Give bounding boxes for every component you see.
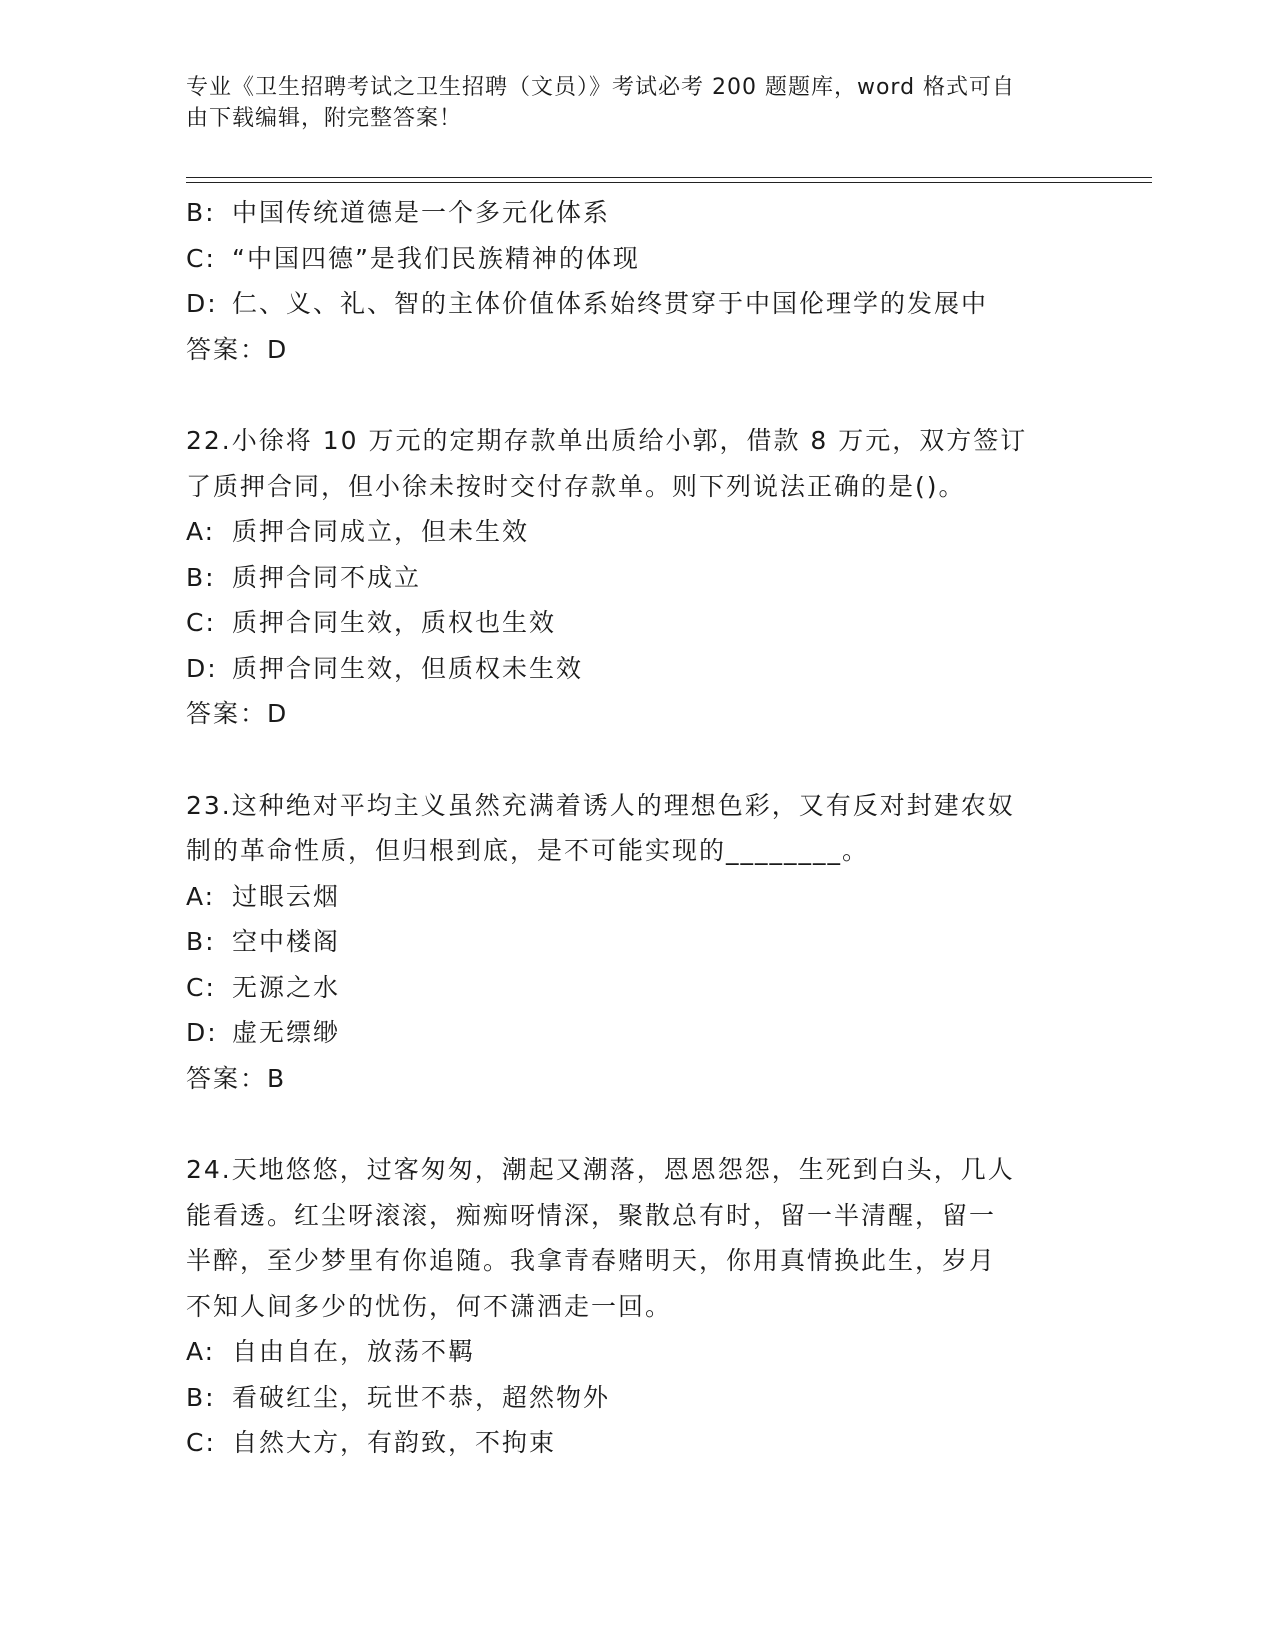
question-22 xyxy=(186,418,1066,737)
option-letter: D: xyxy=(186,1018,218,1047)
option-c xyxy=(186,236,1066,282)
option-text: 中国传统道德是一个多元化体系 xyxy=(232,198,611,227)
option-d xyxy=(186,646,1066,692)
option-letter: C: xyxy=(186,1428,216,1457)
option-d xyxy=(186,1010,1066,1056)
option-letter: B: xyxy=(186,562,216,592)
answer-text: 答案：D xyxy=(186,699,289,728)
question-24 xyxy=(186,1147,1066,1466)
spacer xyxy=(186,1101,1066,1147)
header-divider-top xyxy=(186,177,1152,178)
question-stem-line: 24.天地悠悠，过客匆匆，潮起又潮落，恩恩怨怨，生死到白头，几人 xyxy=(186,1155,1015,1184)
option-text: 仁、义、礼、智的主体价值体系始终贯穿于中国伦理学的发展中 xyxy=(232,289,989,318)
question-stem-line: 22.小徐将 10 万元的定期存款单出质给小郭，借款 8 万元，双方签订 xyxy=(186,426,1028,455)
option-letter: A: xyxy=(186,1337,216,1366)
header-line-1: 专业《卫生招聘考试之卫生招聘（文员）》考试必考 200 题题库，word 格式可自 xyxy=(186,75,1016,100)
spacer xyxy=(186,737,1066,783)
option-b xyxy=(186,555,1066,601)
option-b xyxy=(186,1375,1066,1421)
option-text: “中国四德”是我们民族精神的体现 xyxy=(232,243,640,273)
header-line-2: 由下载编辑，附完整答案！ xyxy=(186,106,463,131)
option-letter: A: xyxy=(186,517,216,546)
option-letter: B: xyxy=(186,198,216,227)
option-text: 自然大方，有韵致，不拘束 xyxy=(232,1428,557,1457)
question-23 xyxy=(186,783,1066,1102)
option-text: 看破红尘，玩世不恭，超然物外 xyxy=(232,1382,611,1412)
option-letter: B: xyxy=(186,1382,216,1412)
answer-text: 答案：B xyxy=(186,1063,287,1093)
option-letter: C: xyxy=(186,972,216,1002)
option-d xyxy=(186,281,1066,327)
answer-text: 答案：D xyxy=(186,334,289,364)
question-stem-line: 不知人间多少的忧伤，何不潇洒走一回。 xyxy=(186,1291,673,1321)
option-text: 质押合同成立，但未生效 xyxy=(232,517,530,546)
option-text: 过眼云烟 xyxy=(232,881,341,911)
question-stem-line: 23.这种绝对平均主义虽然充满着诱人的理想色彩，又有反对封建农奴 xyxy=(186,790,1015,820)
question-stem-line: 制的革命性质，但归根到底，是不可能实现的________。 xyxy=(186,836,870,865)
option-b xyxy=(186,190,1066,236)
document-header xyxy=(186,72,1066,134)
option-text: 质押合同生效，质权也生效 xyxy=(232,608,557,637)
option-c xyxy=(186,965,1066,1011)
document-body xyxy=(186,190,1066,1466)
header-divider-bottom xyxy=(186,182,1152,183)
question-stem-line: 了质押合同，但小徐未按时交付存款单。则下列说法正确的是()。 xyxy=(186,471,966,501)
question-stem-line: 能看透。红尘呀滚滚，痴痴呀情深，聚散总有时，留一半清醒，留一 xyxy=(186,1200,997,1230)
option-b xyxy=(186,919,1066,965)
option-text: 虚无缥缈 xyxy=(232,1018,341,1047)
option-text: 无源之水 xyxy=(232,972,341,1002)
question-21 xyxy=(186,190,1066,372)
option-text: 空中楼阁 xyxy=(232,927,341,956)
option-letter: A: xyxy=(186,881,216,911)
option-letter: D: xyxy=(186,289,218,318)
question-stem-line: 半醉，至少梦里有你追随。我拿青春赌明天，你用真情换此生，岁月 xyxy=(186,1246,997,1275)
option-letter: D: xyxy=(186,653,218,683)
option-letter: C: xyxy=(186,608,216,637)
option-c xyxy=(186,1420,1066,1466)
spacer xyxy=(186,372,1066,418)
option-a xyxy=(186,509,1066,555)
option-a xyxy=(186,1329,1066,1375)
option-letter: C: xyxy=(186,243,216,273)
option-text: 质押合同不成立 xyxy=(232,562,422,592)
option-a xyxy=(186,874,1066,920)
option-text: 自由自在，放荡不羁 xyxy=(232,1337,476,1366)
option-letter: B: xyxy=(186,927,216,956)
option-c xyxy=(186,600,1066,646)
option-text: 质押合同生效，但质权未生效 xyxy=(232,653,584,683)
